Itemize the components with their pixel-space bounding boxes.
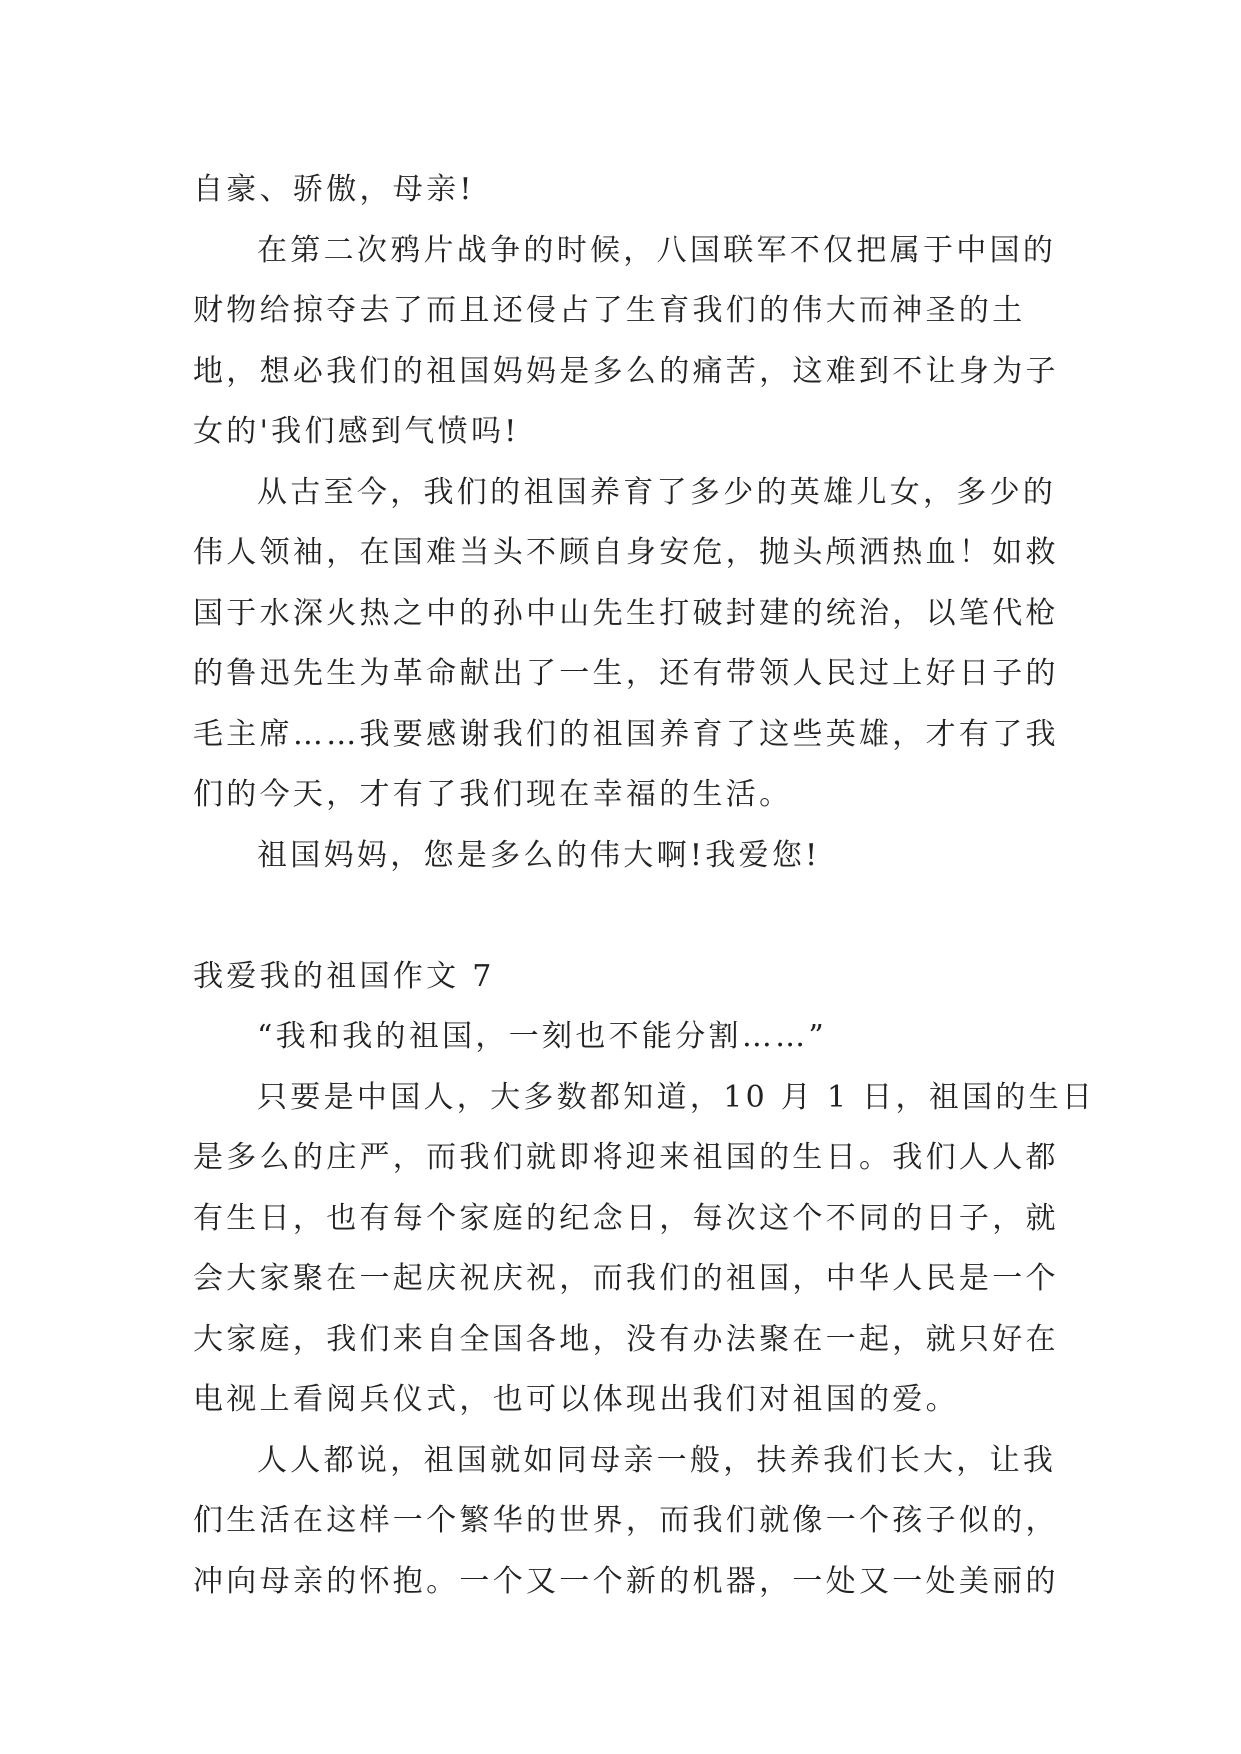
paragraph-line: 的鲁迅先生为革命献出了一生，还有带领人民过上好日子的 [193,656,1059,691]
paragraph-line: 们生活在这样一个繁华的世界，而我们就像一个孩子似的， [193,1503,1059,1538]
paragraph-line: 只要是中国人，大多数都知道，10 月 1 日，祖国的生日 [257,1079,1096,1115]
paragraph-line: 国于水深火热之中的孙中山先生打破封建的统治，以笔代枪 [193,595,1059,631]
paragraph-line: “我和我的祖国，一刻也不能分割……” [257,1019,828,1054]
paragraph-line: 伟人领袖，在国难当头不顾自身安危，抛头颅洒热血！如救 [193,535,1059,570]
paragraph-line: 地，想必我们的祖国妈妈是多么的痛苦，这难到不让身为子 [193,353,1059,389]
paragraph-line: 是多么的庄严，而我们就即将迎来祖国的生日。我们人人都 [193,1140,1059,1175]
paragraph-line: 电视上看阅兵仪式，也可以体现出我们对祖国的爱。 [193,1382,959,1417]
paragraph-line: 大家庭，我们来自全国各地，没有办法聚在一起，就只好在 [193,1321,1059,1357]
paragraph-line: 们的今天，才有了我们现在幸福的生活。 [193,777,793,812]
paragraph-spacer [193,886,1053,947]
paragraph-line: 祖国妈妈，您是多么的伟大啊!我爱您! [257,837,821,873]
paragraph-line: 财物给掠夺去了而且还侵占了生育我们的伟大而神圣的土 [193,293,1026,328]
paragraph-line: 会大家聚在一起庆祝庆祝，而我们的祖国，中华人民是一个 [193,1261,1059,1296]
document-body [193,160,1096,1612]
paragraph-line: 自豪、骄傲，母亲! [193,172,475,207]
paragraph-line: 女的'我们感到气愤吗! [193,414,520,449]
paragraph-line: 有生日，也有每个家庭的纪念日，每次这个不同的日子，就 [193,1200,1059,1236]
paragraph-line: 从古至今，我们的祖国养育了多少的英雄儿女，多少的 [257,474,1057,510]
section-title: 我爱我的祖国作文 7 [193,958,495,994]
paragraph-line: 冲向母亲的怀抱。一个又一个新的机器，一处又一处美丽的 [193,1563,1059,1599]
paragraph-line: 毛主席……我要感谢我们的祖国养育了这些英雄，才有了我 [193,716,1059,752]
paragraph-line: 在第二次鸦片战争的时候，八国联军不仅把属于中国的 [257,232,1057,268]
paragraph-line: 人人都说，祖国就如同母亲一般，扶养我们长大，让我 [257,1442,1057,1478]
